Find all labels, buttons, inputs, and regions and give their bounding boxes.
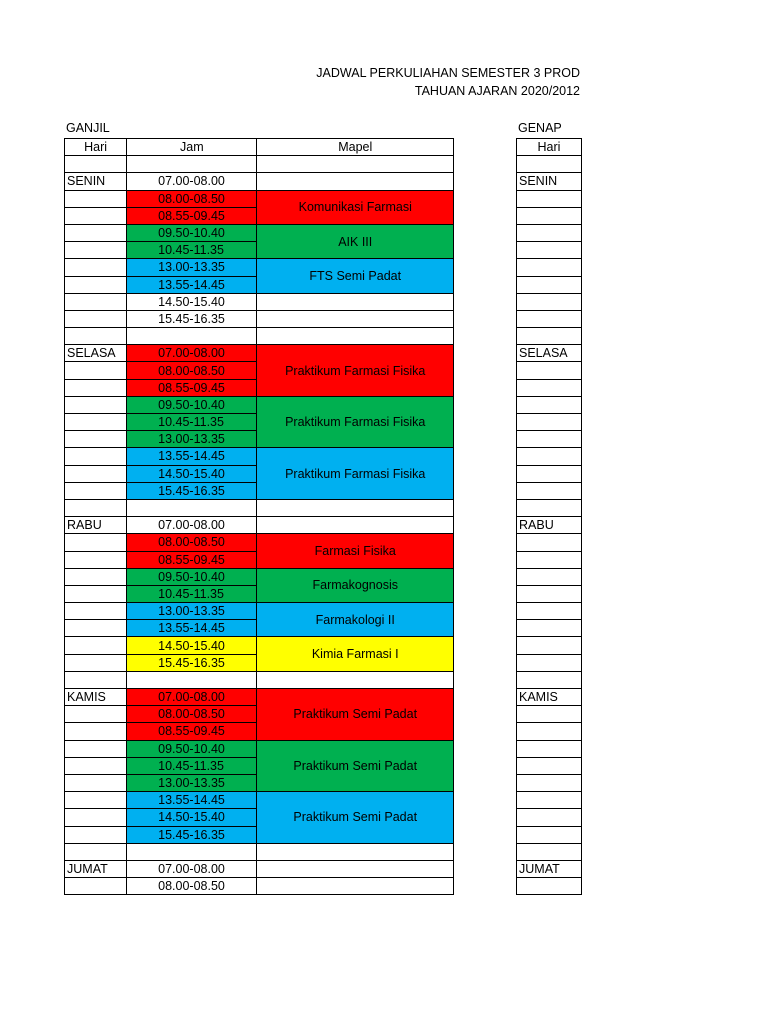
genap-hari-cell [517, 603, 582, 620]
genap-row [517, 740, 582, 757]
genap-row [517, 568, 582, 585]
mapel-cell [257, 293, 454, 310]
hari-cell [65, 878, 127, 895]
hari-cell: SENIN [65, 173, 127, 190]
genap-row [517, 293, 582, 310]
genap-row [517, 826, 582, 843]
genap-row [517, 207, 582, 224]
schedule-row [65, 224, 454, 241]
jam-cell: 13.55-14.45 [127, 448, 257, 465]
jam-cell: 10.45-11.35 [127, 585, 257, 602]
genap-row [517, 448, 582, 465]
hari-cell [65, 310, 127, 327]
genap-hari-cell [517, 259, 582, 276]
header-hari: Hari [65, 139, 127, 156]
schedule-row [65, 190, 454, 207]
jam-cell: 07.00-08.00 [127, 689, 257, 706]
genap-hari-cell [517, 293, 582, 310]
genap-hari-cell [517, 774, 582, 791]
hari-cell [65, 637, 127, 654]
schedule-row [65, 173, 454, 190]
mapel-cell [257, 517, 454, 534]
hari-cell [65, 224, 127, 241]
schedule-row [65, 517, 454, 534]
schedule-row [65, 637, 454, 654]
jam-cell: 08.55-09.45 [127, 551, 257, 568]
schedule-row [65, 878, 454, 895]
genap-row [517, 156, 582, 173]
schedule-row [65, 792, 454, 809]
schedule-row [65, 293, 454, 310]
schedule-row [65, 860, 454, 877]
jam-cell: 14.50-15.40 [127, 293, 257, 310]
hari-cell [65, 568, 127, 585]
genap-row [517, 173, 582, 190]
genap-hari-cell [517, 585, 582, 602]
jam-cell: 07.00-08.00 [127, 345, 257, 362]
hari-cell [65, 482, 127, 499]
genap-row [517, 809, 582, 826]
genap-row [517, 620, 582, 637]
genap-row [517, 671, 582, 688]
genap-hari-cell [517, 757, 582, 774]
genap-hari-cell [517, 224, 582, 241]
jam-cell: 09.50-10.40 [127, 396, 257, 413]
genap-row [517, 242, 582, 259]
jam-cell [127, 671, 257, 688]
genap-row [517, 723, 582, 740]
jam-cell [127, 843, 257, 860]
jam-cell: 15.45-16.35 [127, 482, 257, 499]
hari-cell: SELASA [65, 345, 127, 362]
genap-row [517, 843, 582, 860]
genap-row [517, 310, 582, 327]
schedule-row [65, 328, 454, 345]
jam-cell: 10.45-11.35 [127, 242, 257, 259]
jam-cell: 14.50-15.40 [127, 465, 257, 482]
genap-row [517, 757, 582, 774]
mapel-cell [257, 843, 454, 860]
jam-cell: 07.00-08.00 [127, 173, 257, 190]
hari-cell [65, 620, 127, 637]
genap-hari-cell [517, 826, 582, 843]
mapel-cell [257, 173, 454, 190]
jam-cell: 15.45-16.35 [127, 654, 257, 671]
hari-cell [65, 757, 127, 774]
jam-cell: 08.55-09.45 [127, 207, 257, 224]
genap-hari-cell [517, 792, 582, 809]
mapel-cell: Farmakognosis [257, 568, 454, 602]
mapel-cell: Komunikasi Farmasi [257, 190, 454, 224]
jam-cell: 09.50-10.40 [127, 740, 257, 757]
mapel-cell [257, 878, 454, 895]
jam-cell: 07.00-08.00 [127, 517, 257, 534]
genap-row [517, 534, 582, 551]
genap-row [517, 465, 582, 482]
genap-hari-cell [517, 276, 582, 293]
hari-cell [65, 671, 127, 688]
genap-hari-cell: JUMAT [517, 860, 582, 877]
genap-hari-cell [517, 843, 582, 860]
mapel-cell: Praktikum Semi Padat [257, 792, 454, 844]
hari-cell [65, 465, 127, 482]
genap-row [517, 654, 582, 671]
hari-cell [65, 379, 127, 396]
schedule-row [65, 843, 454, 860]
mapel-cell: AIK III [257, 224, 454, 258]
hari-cell [65, 499, 127, 516]
schedule-row [65, 671, 454, 688]
genap-hari-cell [517, 379, 582, 396]
genap-row [517, 585, 582, 602]
hari-cell [65, 207, 127, 224]
jam-cell [127, 328, 257, 345]
genap-hari-cell [517, 414, 582, 431]
mapel-cell: Praktikum Farmasi Fisika [257, 396, 454, 448]
jam-cell: 07.00-08.00 [127, 860, 257, 877]
mapel-cell: Praktikum Semi Padat [257, 689, 454, 741]
hari-cell [65, 534, 127, 551]
genap-row [517, 689, 582, 706]
genap-row [517, 362, 582, 379]
hari-cell [65, 293, 127, 310]
hari-cell [65, 431, 127, 448]
schedule-row [65, 310, 454, 327]
genap-hari-cell [517, 809, 582, 826]
schedule-row [65, 259, 454, 276]
genap-row [517, 551, 582, 568]
genap-hari-cell [517, 242, 582, 259]
schedule-row [65, 534, 454, 551]
genap-hari-cell [517, 207, 582, 224]
mapel-cell [257, 328, 454, 345]
hari-cell [65, 706, 127, 723]
genap-hari-cell [517, 671, 582, 688]
hari-cell [65, 414, 127, 431]
hari-cell [65, 259, 127, 276]
schedule-row [65, 568, 454, 585]
genap-row [517, 190, 582, 207]
jam-cell [127, 499, 257, 516]
ganjil-label: GANJIL [66, 121, 110, 135]
hari-cell [65, 551, 127, 568]
jam-cell: 15.45-16.35 [127, 310, 257, 327]
genap-hari-cell [517, 620, 582, 637]
genap-hari-cell [517, 723, 582, 740]
genap-header-row [517, 139, 582, 156]
jam-cell: 08.55-09.45 [127, 723, 257, 740]
mapel-cell [257, 499, 454, 516]
hari-cell: KAMIS [65, 689, 127, 706]
genap-hari-cell [517, 482, 582, 499]
schedule-row [65, 396, 454, 413]
schedule-row [65, 499, 454, 516]
genap-hari-cell [517, 551, 582, 568]
mapel-cell [257, 156, 454, 173]
schedule-row [65, 689, 454, 706]
genap-row [517, 345, 582, 362]
jam-cell: 08.00-08.50 [127, 878, 257, 895]
jam-cell: 08.00-08.50 [127, 706, 257, 723]
jam-cell: 13.00-13.35 [127, 603, 257, 620]
jam-cell: 08.55-09.45 [127, 379, 257, 396]
mapel-cell [257, 671, 454, 688]
genap-row [517, 774, 582, 791]
jam-cell: 13.55-14.45 [127, 620, 257, 637]
hari-cell [65, 585, 127, 602]
schedule-title: JADWAL PERKULIAHAN SEMESTER 3 PROD [316, 66, 580, 80]
hari-cell [65, 654, 127, 671]
genap-row [517, 706, 582, 723]
genap-row [517, 276, 582, 293]
hari-cell [65, 242, 127, 259]
mapel-cell: Praktikum Farmasi Fisika [257, 345, 454, 397]
genap-hari-cell [517, 465, 582, 482]
genap-hari-cell [517, 499, 582, 516]
genap-row [517, 860, 582, 877]
hari-cell [65, 603, 127, 620]
jam-cell: 09.50-10.40 [127, 568, 257, 585]
hari-cell [65, 448, 127, 465]
jam-cell: 13.00-13.35 [127, 259, 257, 276]
genap-row [517, 379, 582, 396]
jam-cell: 14.50-15.40 [127, 809, 257, 826]
genap-hari-cell [517, 328, 582, 345]
schedule-row [65, 345, 454, 362]
jam-cell: 14.50-15.40 [127, 637, 257, 654]
genap-hari-cell [517, 362, 582, 379]
genap-row [517, 637, 582, 654]
hari-cell [65, 774, 127, 791]
genap-row [517, 431, 582, 448]
genap-hari-cell [517, 190, 582, 207]
mapel-cell: FTS Semi Padat [257, 259, 454, 293]
schedule-row [65, 448, 454, 465]
header-mapel: Mapel [257, 139, 454, 156]
genap-row [517, 224, 582, 241]
genap-hari-cell [517, 448, 582, 465]
genap-row [517, 396, 582, 413]
genap-row [517, 328, 582, 345]
genap-hari-cell: KAMIS [517, 689, 582, 706]
genap-hari-cell [517, 706, 582, 723]
mapel-cell: Praktikum Semi Padat [257, 740, 454, 792]
mapel-cell: Praktikum Farmasi Fisika [257, 448, 454, 500]
mapel-cell: Farmasi Fisika [257, 534, 454, 568]
hari-cell [65, 740, 127, 757]
genap-row [517, 878, 582, 895]
genap-row [517, 499, 582, 516]
jam-cell: 13.00-13.35 [127, 431, 257, 448]
genap-hari-cell: SENIN [517, 173, 582, 190]
genap-hari-cell [517, 396, 582, 413]
jam-cell: 08.00-08.50 [127, 190, 257, 207]
jam-cell [127, 156, 257, 173]
hari-cell [65, 156, 127, 173]
schedule-row [65, 740, 454, 757]
genap-row [517, 414, 582, 431]
genap-header-hari: Hari [517, 139, 582, 156]
jam-cell: 08.00-08.50 [127, 534, 257, 551]
hari-cell [65, 843, 127, 860]
genap-row [517, 517, 582, 534]
genap-hari-cell [517, 310, 582, 327]
jam-cell: 09.50-10.40 [127, 224, 257, 241]
hari-cell [65, 328, 127, 345]
hari-cell [65, 809, 127, 826]
jam-cell: 13.00-13.35 [127, 774, 257, 791]
genap-row [517, 482, 582, 499]
mapel-cell: Farmakologi II [257, 603, 454, 637]
hari-cell: RABU [65, 517, 127, 534]
jam-cell: 08.00-08.50 [127, 362, 257, 379]
hari-cell [65, 190, 127, 207]
jam-cell: 10.45-11.35 [127, 757, 257, 774]
jam-cell: 15.45-16.35 [127, 826, 257, 843]
genap-row [517, 603, 582, 620]
hari-cell [65, 362, 127, 379]
hari-cell [65, 826, 127, 843]
header-row [65, 139, 454, 156]
genap-row [517, 792, 582, 809]
genap-hari-cell [517, 156, 582, 173]
hari-cell [65, 396, 127, 413]
jam-cell: 13.55-14.45 [127, 792, 257, 809]
header-jam: Jam [127, 139, 257, 156]
genap-hari-cell [517, 431, 582, 448]
genap-hari-cell: RABU [517, 517, 582, 534]
academic-year-title: TAHUAN AJARAN 2020/2012 [414, 84, 580, 98]
jam-cell: 10.45-11.35 [127, 414, 257, 431]
genap-hari-cell [517, 654, 582, 671]
hari-cell: JUMAT [65, 860, 127, 877]
genap-label: GENAP [518, 121, 562, 135]
hari-cell [65, 792, 127, 809]
genap-hari-cell [517, 637, 582, 654]
mapel-cell [257, 860, 454, 877]
genap-hari-cell [517, 534, 582, 551]
genap-hari-cell [517, 568, 582, 585]
genap-hari-cell: SELASA [517, 345, 582, 362]
jam-cell: 13.55-14.45 [127, 276, 257, 293]
schedule-row [65, 156, 454, 173]
schedule-row [65, 603, 454, 620]
genap-schedule-table [516, 138, 582, 895]
ganjil-schedule-table [64, 138, 454, 895]
hari-cell [65, 723, 127, 740]
genap-hari-cell [517, 740, 582, 757]
mapel-cell [257, 310, 454, 327]
hari-cell [65, 276, 127, 293]
genap-row [517, 259, 582, 276]
genap-hari-cell [517, 878, 582, 895]
mapel-cell: Kimia Farmasi I [257, 637, 454, 671]
